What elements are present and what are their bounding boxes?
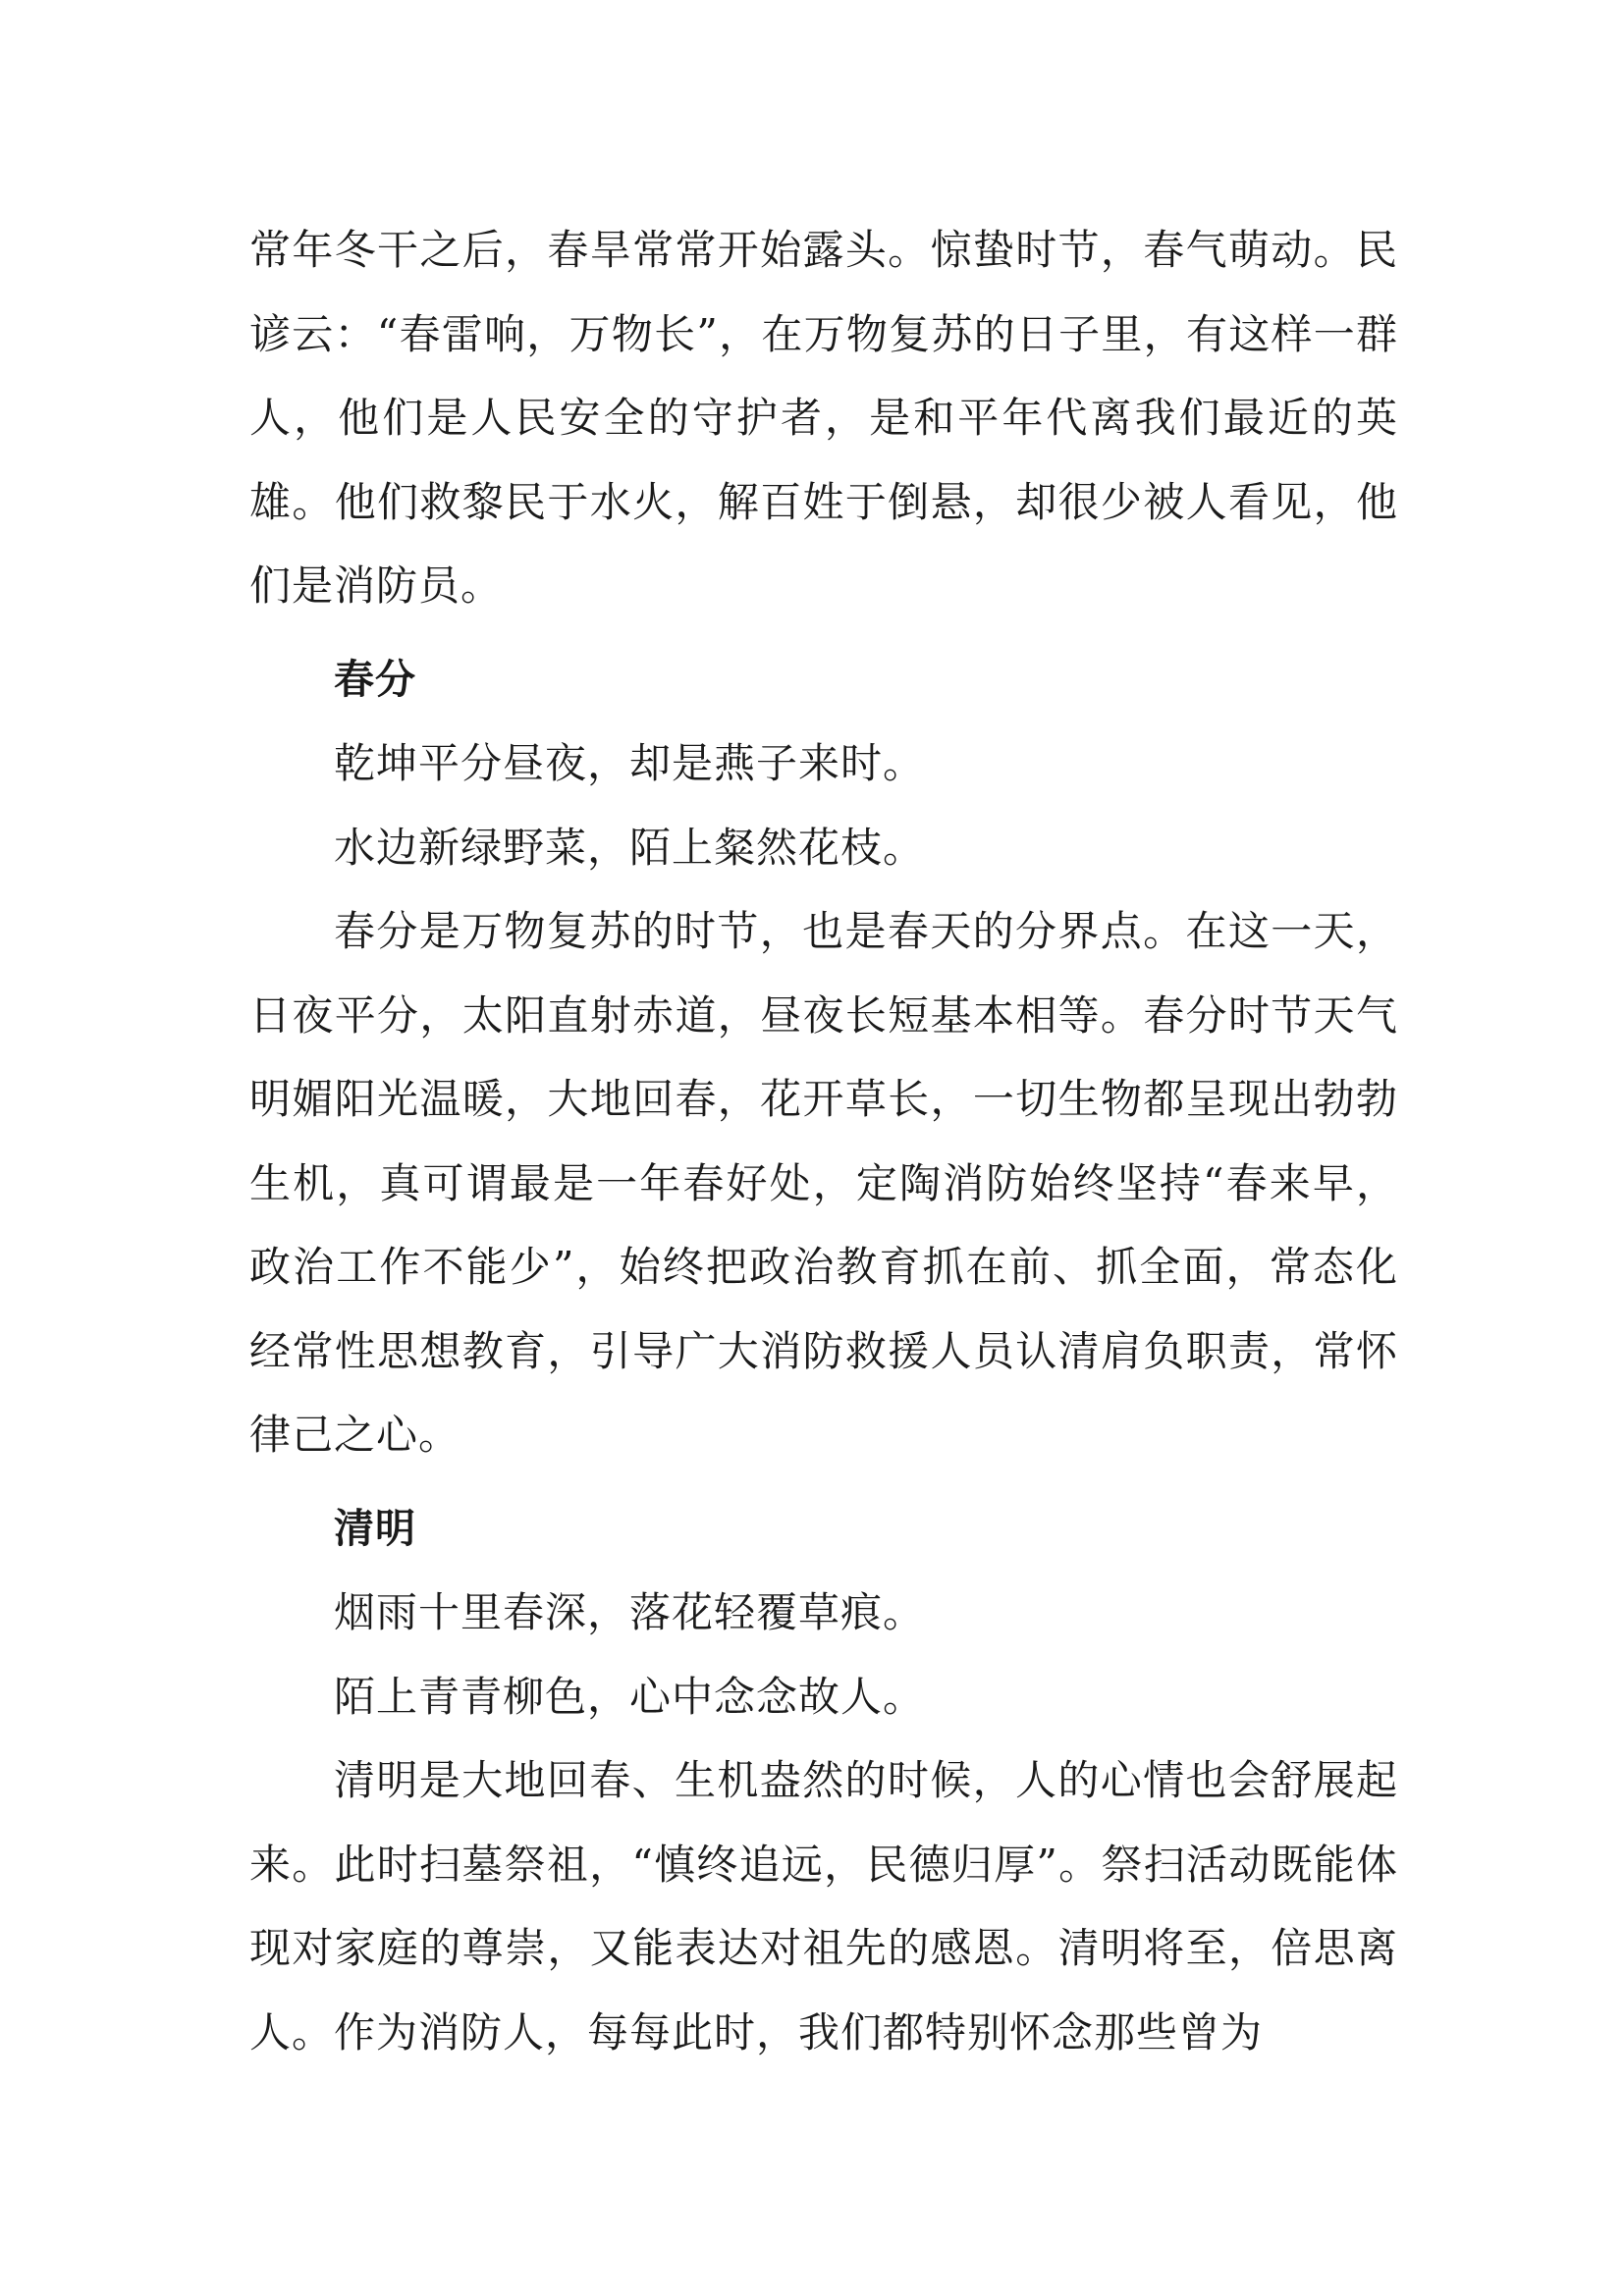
qingming-verse-line-2: 陌上青青柳色，心中念念故人。 [334, 1672, 926, 1721]
qingming-verse-line-1: 烟雨十里春深，落花轻覆草痕。 [334, 1588, 926, 1636]
document-body [249, 208, 1398, 2074]
chunfen-paragraph: 春分是万物复苏的时节，也是春天的分界点。在这一天，日夜平分，太阳直射赤道，昼夜长短基本相等。春分时节天气明媚阳光温暖，大地回春，花开草长，一切生物都呈现出勃勃生机，真可谓最是一年春好处，定陶消防始终坚持“春来早，政治工作不能少”，始终把政治教育抓在前、抓全面，常态化经常性思想教育，引导广大消防救援人员认清肩负职责，常怀律己之心。 [249, 907, 1398, 1459]
section-title-chunfen: 春分 [334, 655, 416, 703]
chunfen-verse-line-2: 水边新绿野菜，陌上粲然花枝。 [334, 823, 926, 872]
intro-paragraph: 常年冬干之后，春旱常常开始露头。惊蛰时节，春气萌动。民谚云：“春雷响，万物长”，在万物复苏的日子里，有这样一群人，他们是人民安全的守护者，是和平年代离我们最近的英雄。他们救黎民于水火，解百姓于倒悬，却很少被人看见，他们是消防员。 [249, 226, 1398, 610]
qingming-paragraph: 清明是大地回春、生机盎然的时候，人的心情也会舒展起来。此时扫墓祭祖，“慎终追远，民德归厚”。祭扫活动既能体现对家庭的尊崇，又能表达对祖先的感恩。清明将至，倍思离人。作为消防人，每每此时，我们都特别怀念那些曾为 [249, 1756, 1398, 2056]
section-title-qingming: 清明 [334, 1504, 416, 1552]
chunfen-verse-line-1: 乾坤平分昼夜，却是燕子来时。 [334, 739, 926, 787]
